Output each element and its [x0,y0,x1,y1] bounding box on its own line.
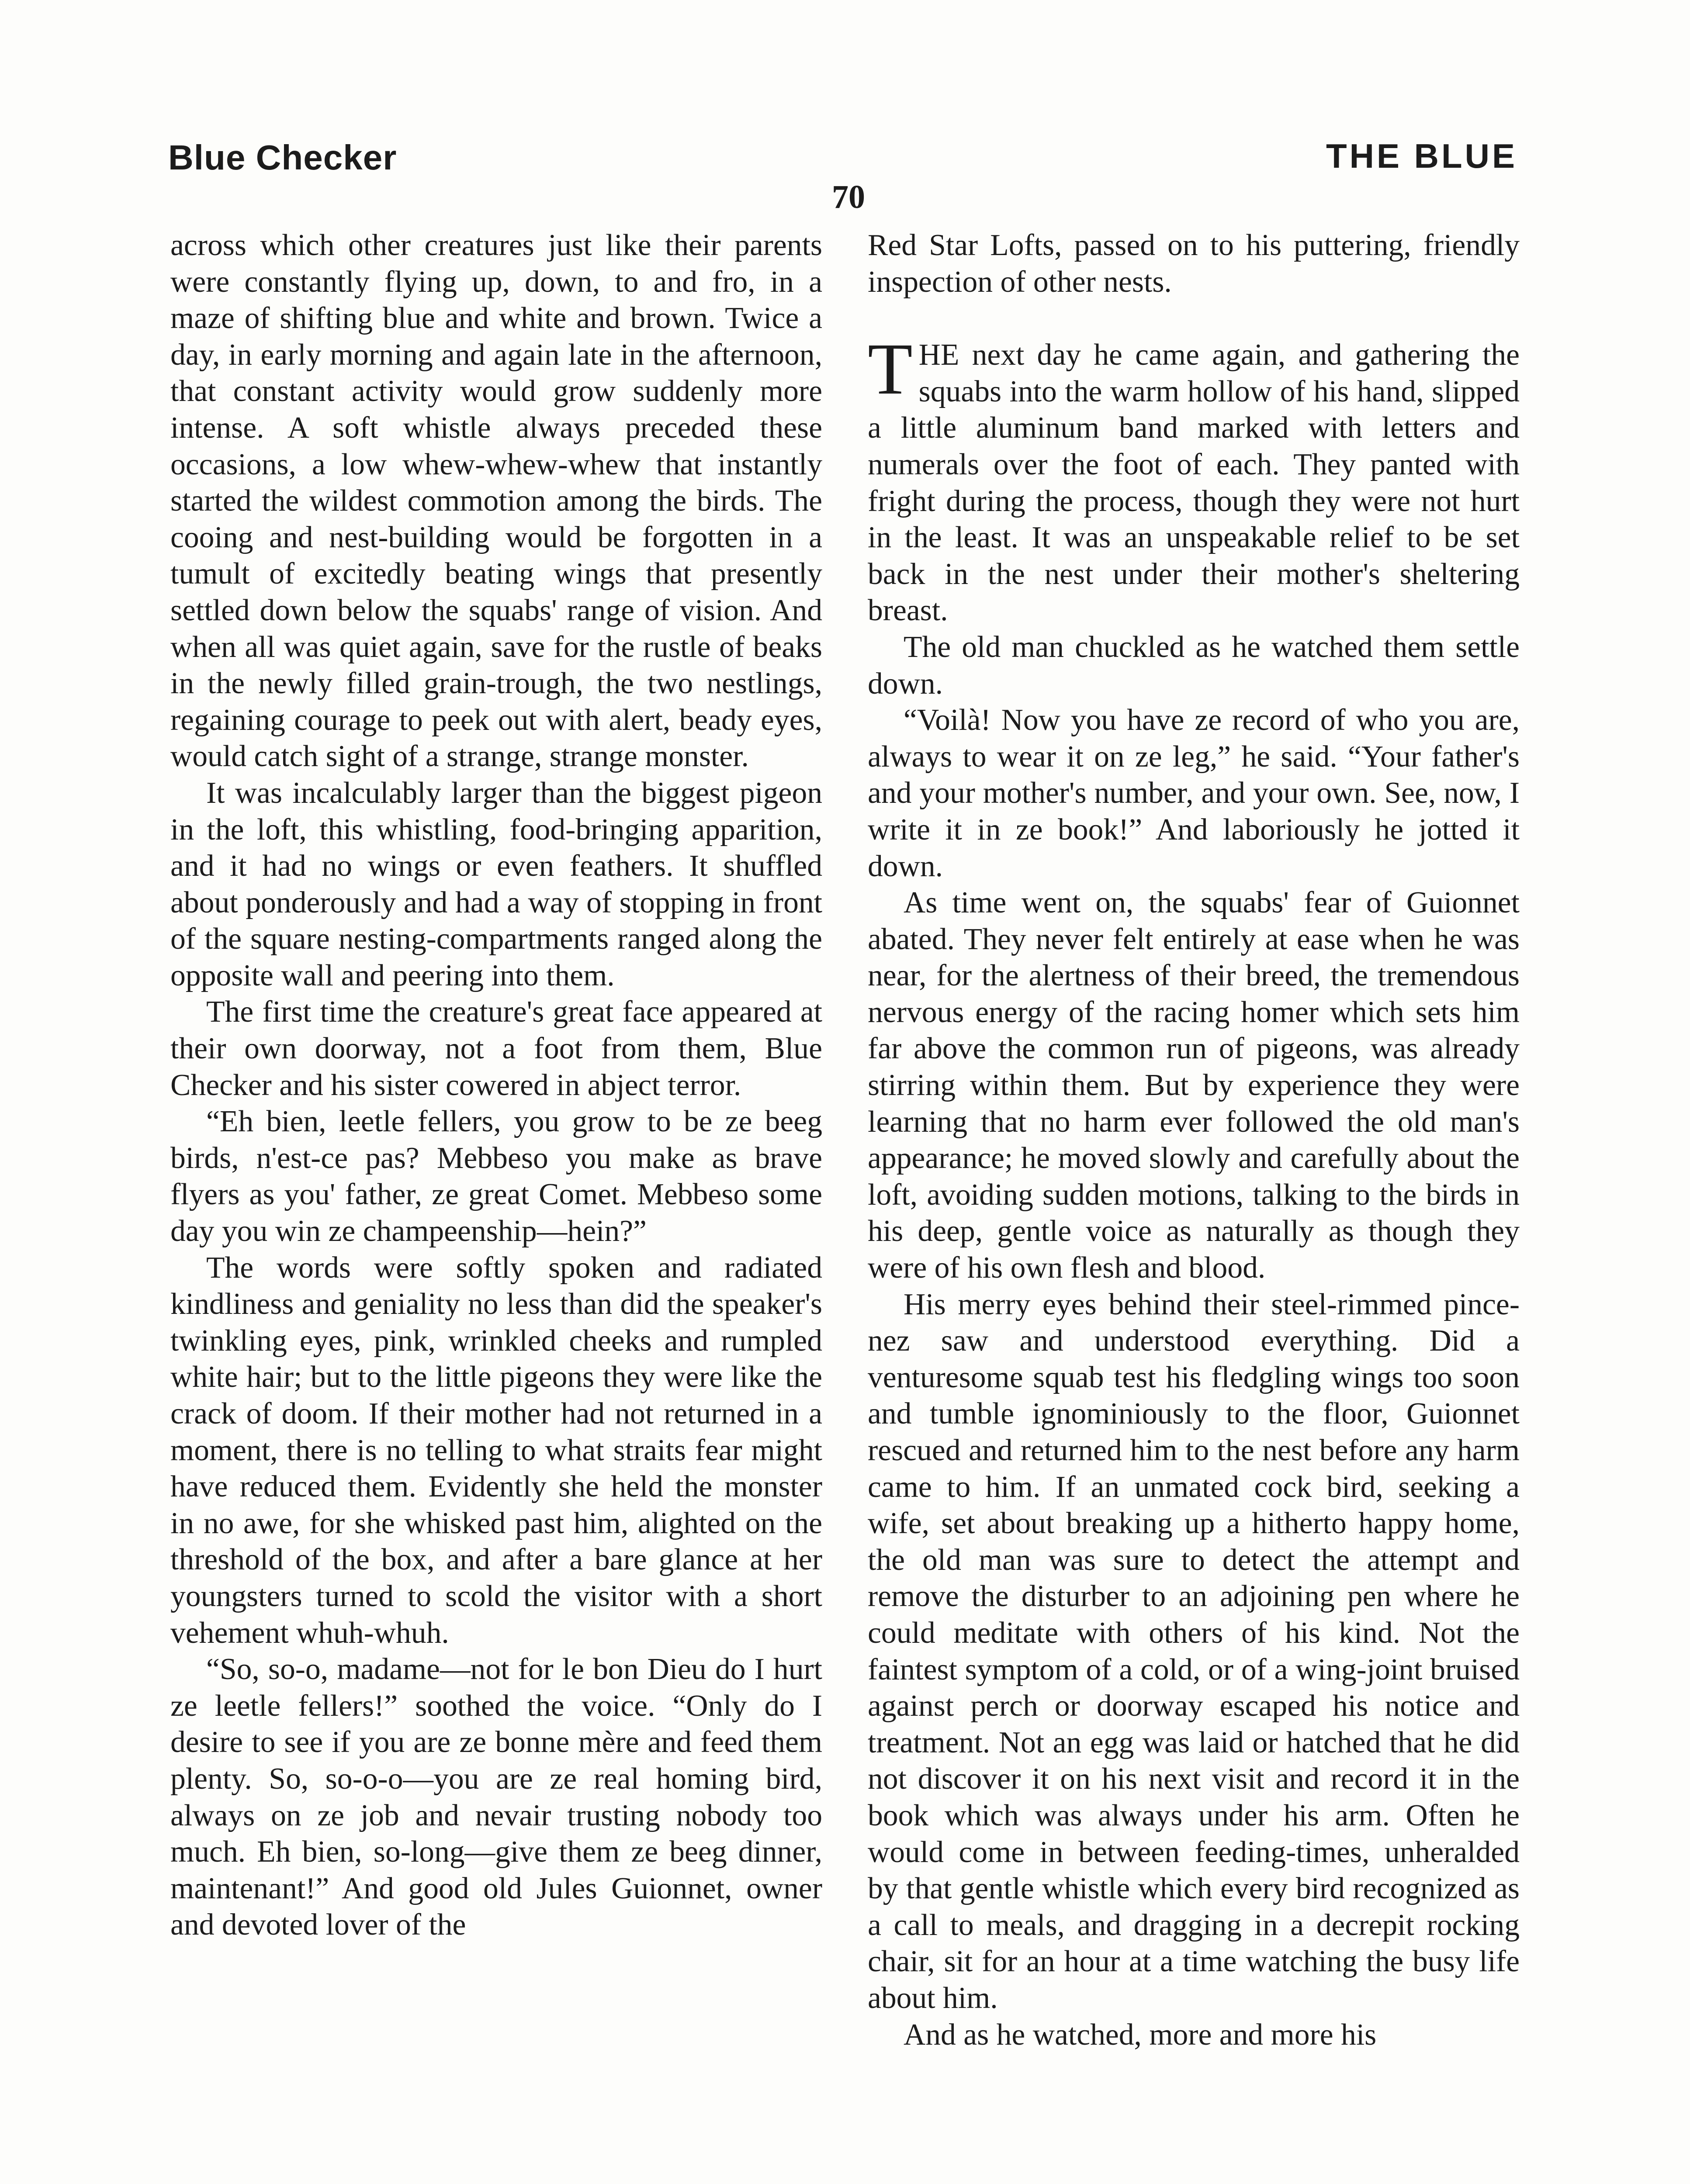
paragraph: The old man chuckled as he watched them settle down. [868,630,1520,701]
paragraph: And as he watched, more and more his [904,2018,1377,2052]
paragraph: As time went on, the squabs' fear of Guionnet abated. They never felt entirely at ease when he was near, for the alertness of their breed, the tremendous nervous energy of the racing homer which sets him far above the common run of pigeons, was already stirring within them. But by experience they were learning that no harm ever followed the old man's appearance; he moved slowly and carefully about the loft, avoiding sudden motions, talking to the birds in his deep, gentle voice as naturally as though they were of his own flesh and blood. [868,886,1520,1285]
story-title-header: Blue Checker [168,138,397,177]
paragraph: “So, so-o, madame—not for le bon Dieu do I hurt ze leetle fellers!” soothed the voice. “Only do I desire to see if you are ze bonne mère and feed them plenty. So, so-o-o—you are ze real homing bird, always on ze job and nevair trusting nobody too much. Eh bien, so-long—give them ze beeg dinner, maintenant!” And good old Jules Guionnet, owner and devoted lover of the [170,1652,822,1942]
paragraph: His merry eyes behind their steel-rimmed pince-nez saw and understood everything. Did a venturesome squab test his fledgling wings too soon and tumble ignominiously to the floor, Guionnet rescued and returned him to the nest before any harm came to him. If an unmated cock bird, seeking a wife, set about breaking up a hitherto happy home, the old man was sure to detect the attempt and remove the disturber to an adjoining pen where he could meditate with others of his kind. Not the faintest symptom of a cold, or of a wing-joint bruised against perch or doorway escaped his notice and treatment. Not an egg was laid or hatched that he did not discover it on his next visit and record it in the book which was always under his arm. Often he would come in between feeding-times, unheralded by that gentle whistle which every bird recognized as a call to meals, and dragging in a decrepit rocking chair, sit for an hour at a time watching the busy life about him. [868,1287,1520,2015]
left-column [170,227,822,1943]
right-column [868,227,1520,2053]
paragraph: The words were softly spoken and radiated kindliness and geniality no less than did the speaker's twinkling eyes, pink, wrinkled cheeks and rumpled white hair; but to the little pigeons they were like the crack of doom. If their mother had not returned in a moment, there is no telling to what straits fear might have reduced them. Evidently she held the monster in no awe, for she whisked past him, alighted on the threshold of the box, and after a bare glance at her youngsters turned to scold the visitor with a short vehement whuh-whuh. [170,1251,822,1650]
paragraph: “Eh bien, leetle fellers, you grow to be ze beeg birds, n'est-ce pas? Mebbeso you make as brave flyers as you' father, ze great Comet. Mebbeso some day you win ze champeenship—hein?” [170,1105,822,1248]
paragraph-continuation: Red Star Lofts, passed on to his puttering, friendly inspection of other nests. [868,228,1520,299]
page-number: 70 [832,179,865,215]
paragraph: across which other creatures just like their parents were constantly flying up, down, to and fro, in a maze of shifting blue and white and brown. Twice a day, in early morning and again late in the afternoon, that constant activity would grow suddenly more intense. A soft whistle always preceded these occasions, a low whew-whew-whew that instantly started the wildest commotion among the birds. The cooing and nest-building would be forgotten in a tumult of excitedly beating wings that presently settled down below the squabs' range of vision. And when all was quiet again, save for the rustle of beaks in the newly filled grain-trough, the two nestlings, regaining courage to peek out with alert, beady eyes, would catch sight of a strange, strange monster. [170,228,822,774]
drop-cap: T [868,328,913,410]
section-opening-text: HE next day he came again, and gathering the squabs into the warm hollow of his hand, slipped a little aluminum band marked with letters and numerals over the foot of each. They panted with fright during the process, though they were not hurt in the least. It was an unspeakable relief to be set back in the nest under their mother's sheltering breast. [868,338,1520,628]
paragraph: “Voilà! Now you have ze record of who you are, always to wear it on ze leg,” he said. “Your father's and your mother's number, and your own. See, now, I write it in ze book!” And laboriously he jotted it down. [868,703,1520,883]
section-opening-paragraph [868,328,1520,629]
paragraph: The first time the creature's great face appeared at their own doorway, not a foot from them, Blue Checker and his sister cowered in abject terror. [170,995,822,1102]
paragraph: It was incalculably larger than the biggest pigeon in the loft, this whistling, food-bringing apparition, and it had no wings or even feathers. It shuffled about ponderously and had a way of stopping in front of the square nesting-compartments ranged along the opposite wall and peering into them. [170,776,822,992]
magazine-title-header: THE BLUE [1326,137,1517,175]
